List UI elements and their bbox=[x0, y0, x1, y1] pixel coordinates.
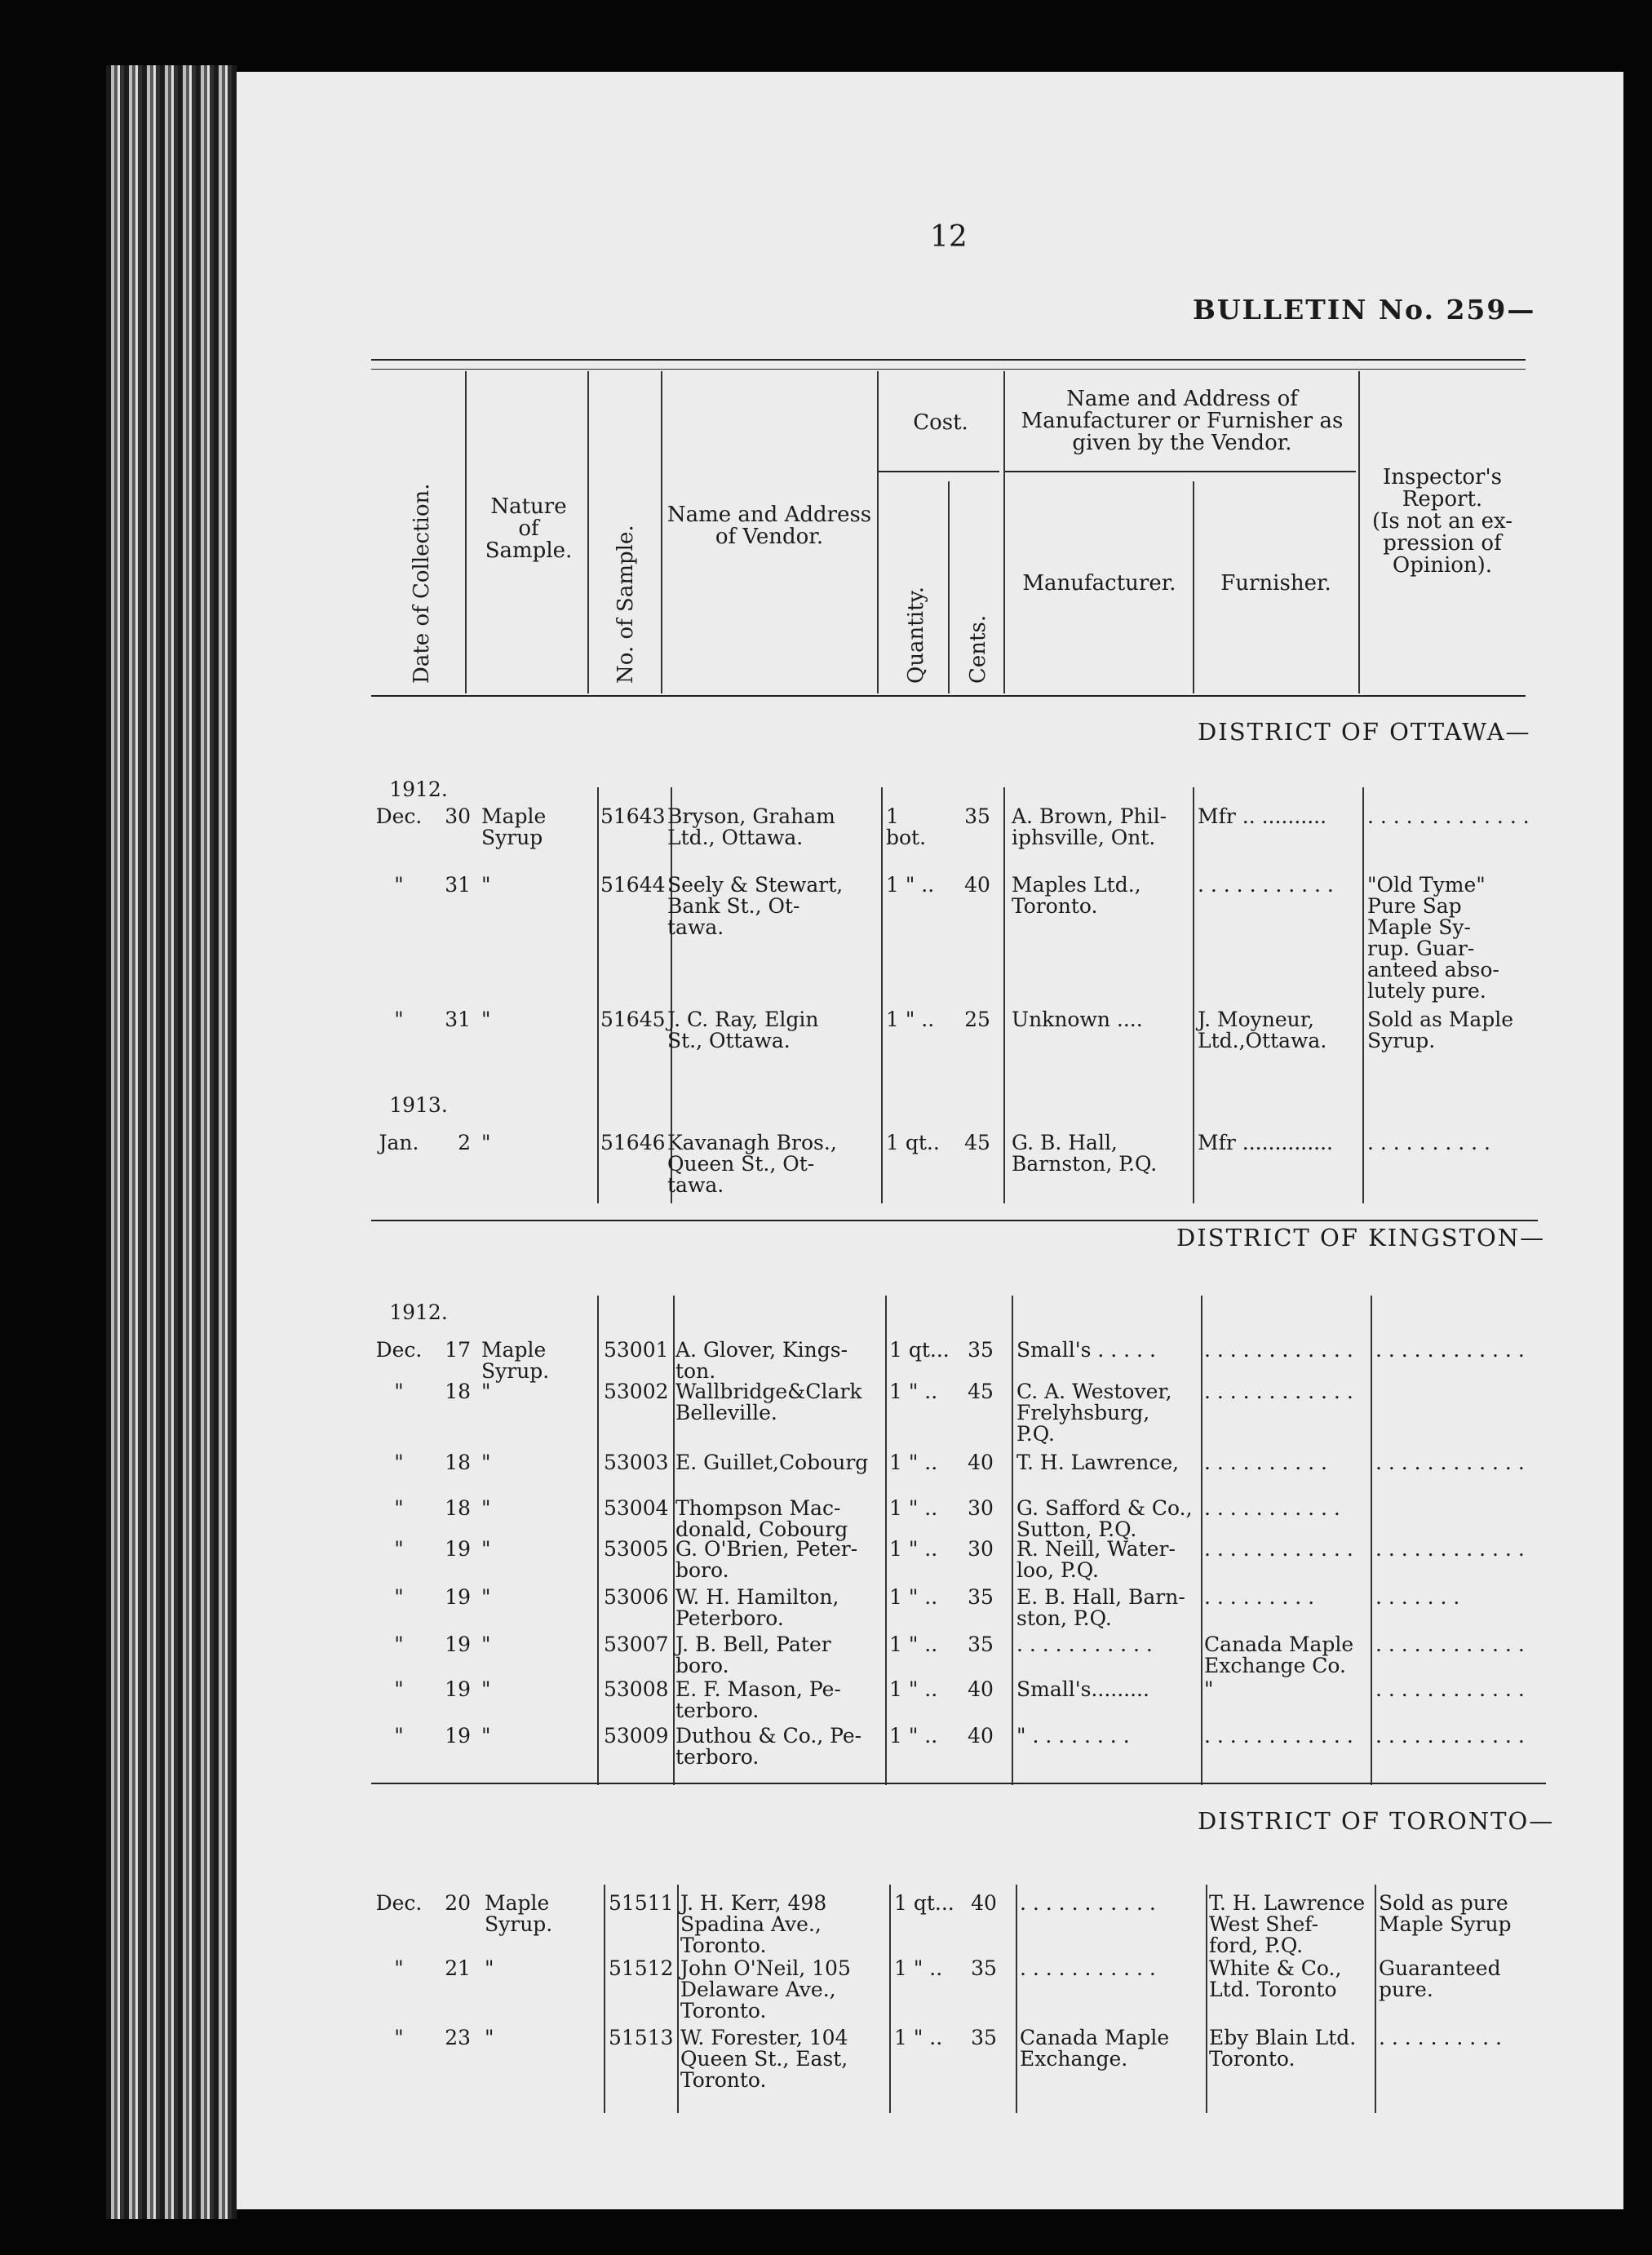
row-furnisher: Eby Blain Ltd. Toronto. bbox=[1209, 2026, 1357, 2071]
row-day: 21 bbox=[445, 1956, 471, 1980]
col-rule bbox=[1193, 481, 1194, 693]
row-furnisher: Mfr .............. bbox=[1198, 1131, 1334, 1154]
row-day: 18 bbox=[445, 1496, 471, 1520]
col-rule bbox=[1206, 1885, 1207, 2113]
row-day: 23 bbox=[445, 2026, 471, 2049]
row-quantity: 1 qt... bbox=[894, 1891, 954, 1915]
row-sample-no: 53008 bbox=[604, 1677, 669, 1701]
district-heading: DISTRICT OF OTTAWA— bbox=[1198, 718, 1531, 746]
row-sample-no: 51645 bbox=[600, 1008, 666, 1031]
row-furnisher: J. Moyneur, Ltd.,Ottawa. bbox=[1198, 1008, 1327, 1052]
row-cents: 45 bbox=[964, 1131, 990, 1154]
row-month: Jan. bbox=[379, 1131, 419, 1154]
header-quantity: Quantity. bbox=[904, 586, 928, 684]
row-nature: " bbox=[481, 1496, 491, 1520]
row-sample-no: 51643 bbox=[600, 804, 666, 828]
row-vendor: Kavanagh Bros., Queen St., Ot- tawa. bbox=[667, 1131, 837, 1197]
row-cents: 35 bbox=[968, 1633, 994, 1656]
col-rule bbox=[1012, 1296, 1013, 1785]
row-year: 1912. bbox=[389, 1300, 448, 1324]
row-vendor: E. F. Mason, Pe- terboro. bbox=[675, 1677, 841, 1722]
row-month: " bbox=[394, 1008, 404, 1031]
row-cents: 35 bbox=[968, 1338, 994, 1362]
col-rule bbox=[1003, 787, 1005, 1203]
row-nature: Maple Syrup. bbox=[485, 1891, 553, 1936]
row-nature: " bbox=[481, 1131, 491, 1154]
row-nature: " bbox=[485, 1956, 494, 1980]
row-nature: Maple Syrup bbox=[481, 804, 547, 849]
col-rule bbox=[1003, 371, 1005, 693]
header-top-rule bbox=[371, 359, 1526, 361]
col-rule bbox=[1371, 1296, 1372, 1785]
row-day: 19 bbox=[445, 1677, 471, 1701]
row-cents: 45 bbox=[968, 1380, 994, 1403]
row-month: " bbox=[394, 1956, 404, 1980]
row-manufacturer: E. B. Hall, Barn- ston, P.Q. bbox=[1016, 1585, 1185, 1630]
row-nature: " bbox=[485, 2026, 494, 2049]
row-nature: " bbox=[481, 1633, 491, 1656]
row-furnisher: . . . . . . . . . . . . bbox=[1204, 1380, 1353, 1403]
row-sample-no: 51512 bbox=[609, 1956, 674, 1980]
col-rule bbox=[677, 1885, 679, 2113]
row-month: " bbox=[394, 1451, 404, 1474]
col-rule bbox=[465, 371, 467, 693]
row-report: . . . . . . . . . . . . bbox=[1375, 1677, 1525, 1701]
row-furnisher: . . . . . . . . . . . . bbox=[1204, 1537, 1353, 1561]
row-quantity: 1 " .. bbox=[889, 1724, 938, 1748]
row-quantity: 1 " .. bbox=[889, 1380, 938, 1403]
row-nature: " bbox=[481, 1380, 491, 1403]
row-manufacturer: A. Brown, Phil- iphsville, Ont. bbox=[1012, 804, 1167, 849]
row-month: Dec. bbox=[375, 1338, 423, 1362]
row-cents: 40 bbox=[971, 1891, 997, 1915]
row-furnisher: . . . . . . . . . . . bbox=[1204, 1496, 1340, 1520]
row-vendor: J. B. Bell, Pater boro. bbox=[675, 1633, 831, 1677]
row-day: 19 bbox=[445, 1633, 471, 1656]
page-number: 12 bbox=[930, 220, 968, 254]
row-vendor: John O'Neil, 105 Delaware Ave., Toronto. bbox=[680, 1956, 851, 2022]
col-rule bbox=[597, 787, 599, 1203]
col-rule bbox=[1193, 787, 1194, 1203]
row-sample-no: 51644 bbox=[600, 873, 666, 897]
row-cents: 35 bbox=[971, 1956, 997, 1980]
row-month: " bbox=[394, 1496, 404, 1520]
row-day: 20 bbox=[445, 1891, 471, 1915]
district-heading: DISTRICT OF KINGSTON— bbox=[1176, 1224, 1546, 1252]
row-furnisher: . . . . . . . . . . bbox=[1204, 1451, 1327, 1474]
row-vendor: E. Guillet,Cobourg bbox=[675, 1451, 869, 1474]
row-day: 19 bbox=[445, 1724, 471, 1748]
row-nature: " bbox=[481, 1724, 491, 1748]
row-quantity: 1 " .. bbox=[894, 1956, 943, 1980]
row-vendor: W. Forester, 104 Queen St., East, Toronto. bbox=[680, 2026, 848, 2092]
header-manufacturer: Manufacturer. bbox=[1022, 571, 1176, 596]
row-report: . . . . . . . . . . . . . bbox=[1367, 804, 1530, 828]
row-vendor: J. C. Ray, Elgin St., Ottawa. bbox=[667, 1008, 819, 1052]
header-date: Date of Collection. bbox=[410, 483, 434, 684]
row-day: 18 bbox=[445, 1380, 471, 1403]
row-day: 18 bbox=[445, 1451, 471, 1474]
header-nature: Nature of Sample. bbox=[485, 494, 573, 563]
row-sample-no: 53009 bbox=[604, 1724, 669, 1748]
row-sample-no: 51511 bbox=[609, 1891, 674, 1915]
row-cents: 30 bbox=[968, 1537, 994, 1561]
row-quantity: 1 qt.. bbox=[886, 1131, 940, 1154]
row-month: " bbox=[394, 1537, 404, 1561]
row-vendor: Duthou & Co., Pe- terboro. bbox=[675, 1724, 862, 1769]
row-manufacturer: " . . . . . . . . bbox=[1016, 1724, 1130, 1748]
district-heading: DISTRICT OF TORONTO— bbox=[1198, 1807, 1555, 1835]
row-cents: 35 bbox=[971, 2026, 997, 2049]
row-manufacturer: . . . . . . . . . . . bbox=[1020, 1891, 1156, 1915]
row-furnisher: . . . . . . . . . . . . bbox=[1204, 1724, 1353, 1748]
row-manufacturer: Unknown .... bbox=[1012, 1008, 1143, 1031]
row-report: . . . . . . . . . . . . bbox=[1375, 1537, 1525, 1561]
row-cents: 25 bbox=[964, 1008, 990, 1031]
row-furnisher: " bbox=[1204, 1677, 1214, 1701]
row-nature: " bbox=[481, 1677, 491, 1701]
row-report: . . . . . . . . . . . . bbox=[1375, 1724, 1525, 1748]
row-sample-no: 53005 bbox=[604, 1537, 669, 1561]
col-rule bbox=[597, 1296, 599, 1785]
row-quantity: 1 " .. bbox=[886, 873, 935, 897]
row-quantity: 1 " .. bbox=[889, 1585, 938, 1609]
cost-subrule bbox=[877, 471, 999, 472]
row-vendor: G. O'Brien, Peter- boro. bbox=[675, 1537, 858, 1582]
row-manufacturer: Small's . . . . . bbox=[1016, 1338, 1156, 1362]
row-report: . . . . . . . . . . . . bbox=[1375, 1338, 1525, 1362]
row-manufacturer: . . . . . . . . . . . bbox=[1016, 1633, 1153, 1656]
row-report: . . . . . . . . . . . . bbox=[1375, 1633, 1525, 1656]
header-vendor: Name and Address of Vendor. bbox=[667, 503, 872, 549]
row-report: Guaranteed pure. bbox=[1379, 1956, 1501, 2001]
row-sample-no: 53004 bbox=[604, 1496, 669, 1520]
header-cents: Cents. bbox=[966, 614, 990, 684]
col-rule bbox=[1358, 371, 1360, 693]
row-month: " bbox=[394, 1633, 404, 1656]
header-furnisher: Furnisher. bbox=[1220, 571, 1331, 596]
row-nature: " bbox=[481, 1008, 491, 1031]
row-vendor: W. H. Hamilton, Peterboro. bbox=[675, 1585, 839, 1630]
row-year: 1913. bbox=[389, 1093, 448, 1117]
row-manufacturer: G. B. Hall, Barnston, P.Q. bbox=[1012, 1131, 1158, 1176]
row-vendor: Bryson, Graham Ltd., Ottawa. bbox=[667, 804, 835, 849]
col-rule bbox=[948, 481, 950, 693]
row-report: . . . . . . . . . . . . bbox=[1375, 1451, 1525, 1474]
row-quantity: 1 qt... bbox=[889, 1338, 950, 1362]
row-cents: 40 bbox=[968, 1724, 994, 1748]
row-nature: " bbox=[481, 1451, 491, 1474]
row-day: 31 bbox=[445, 1008, 471, 1031]
row-manufacturer: C. A. Westover, Frelyhsburg, P.Q. bbox=[1016, 1380, 1172, 1446]
row-month: " bbox=[394, 2026, 404, 2049]
col-rule bbox=[1016, 1885, 1017, 2113]
row-day: 30 bbox=[445, 804, 471, 828]
header-top-rule-2 bbox=[371, 369, 1526, 370]
row-vendor: A. Glover, Kings- ton. bbox=[675, 1338, 848, 1383]
row-vendor: Seely & Stewart, Bank St., Ot- tawa. bbox=[667, 873, 844, 939]
row-report: "Old Tyme" Pure Sap Maple Sy- rup. Guar- anteed abso- lutely pure. bbox=[1367, 873, 1499, 1003]
row-report: . . . . . . . bbox=[1375, 1585, 1460, 1609]
row-quantity: 1 " .. bbox=[889, 1677, 938, 1701]
row-year: 1912. bbox=[389, 778, 448, 801]
row-quantity: 1 bot. bbox=[886, 804, 927, 849]
row-nature: " bbox=[481, 1537, 491, 1561]
row-manufacturer: . . . . . . . . . . . bbox=[1020, 1956, 1156, 1980]
header-cost: Cost. bbox=[913, 410, 968, 435]
row-quantity: 1 " .. bbox=[886, 1008, 935, 1031]
row-month: " bbox=[394, 1585, 404, 1609]
row-report: . . . . . . . . . . bbox=[1367, 1131, 1490, 1154]
row-nature: " bbox=[481, 1585, 491, 1609]
page-edge-stripes bbox=[106, 65, 237, 2219]
header-bottom-rule bbox=[371, 695, 1526, 697]
row-cents: 40 bbox=[964, 873, 990, 897]
col-rule bbox=[1362, 787, 1364, 1203]
row-cents: 35 bbox=[964, 804, 990, 828]
section-rule bbox=[371, 1220, 1538, 1221]
row-cents: 40 bbox=[968, 1677, 994, 1701]
row-report: Sold as Maple Syrup. bbox=[1367, 1008, 1514, 1052]
row-furnisher: White & Co., Ltd. Toronto bbox=[1209, 1956, 1342, 2001]
row-furnisher: . . . . . . . . . bbox=[1204, 1585, 1315, 1609]
row-sample-no: 53006 bbox=[604, 1585, 669, 1609]
row-report: . . . . . . . . . . bbox=[1379, 2026, 1502, 2049]
row-month: " bbox=[394, 1380, 404, 1403]
row-day: 19 bbox=[445, 1537, 471, 1561]
section-rule bbox=[371, 1783, 1546, 1784]
row-month: " bbox=[394, 873, 404, 897]
col-rule bbox=[881, 787, 883, 1203]
row-manufacturer: T. H. Lawrence, bbox=[1016, 1451, 1180, 1474]
row-furnisher: T. H. Lawrence West Shef- ford, P.Q. bbox=[1209, 1891, 1366, 1957]
row-day: 19 bbox=[445, 1585, 471, 1609]
row-sample-no: 53007 bbox=[604, 1633, 669, 1656]
row-quantity: 1 " .. bbox=[889, 1537, 938, 1561]
col-rule bbox=[587, 371, 589, 693]
row-day: 17 bbox=[445, 1338, 471, 1362]
row-manufacturer: G. Safford & Co., Sutton, P.Q. bbox=[1016, 1496, 1193, 1541]
row-cents: 35 bbox=[968, 1585, 994, 1609]
header-no: No. of Sample. bbox=[613, 525, 638, 684]
row-quantity: 1 " .. bbox=[889, 1633, 938, 1656]
row-vendor: Thompson Mac- donald, Cobourg bbox=[675, 1496, 848, 1541]
row-manufacturer: Canada Maple Exchange. bbox=[1020, 2026, 1170, 2071]
row-furnisher: Canada Maple Exchange Co. bbox=[1204, 1633, 1354, 1677]
row-sample-no: 53003 bbox=[604, 1451, 669, 1474]
col-rule bbox=[604, 1885, 605, 2113]
row-cents: 40 bbox=[968, 1451, 994, 1474]
row-vendor: J. H. Kerr, 498 Spadina Ave., Toronto. bbox=[680, 1891, 827, 1957]
mfr-subrule bbox=[1005, 471, 1356, 472]
row-manufacturer: R. Neill, Water- loo, P.Q. bbox=[1016, 1537, 1176, 1582]
header-mfr-group: Name and Address of Manufacturer or Furnisher as given by the Vendor. bbox=[1021, 387, 1344, 455]
row-quantity: 1 " .. bbox=[889, 1451, 938, 1474]
row-report: Sold as pure Maple Syrup bbox=[1379, 1891, 1512, 1936]
row-manufacturer: Small's......... bbox=[1016, 1677, 1149, 1701]
row-furnisher: Mfr .. .......... bbox=[1198, 804, 1327, 828]
header-report: Inspector's Report. (Is not an ex- pression of Opinion). bbox=[1371, 465, 1513, 578]
row-month: " bbox=[394, 1677, 404, 1701]
row-quantity: 1 " .. bbox=[894, 2026, 943, 2049]
row-furnisher: . . . . . . . . . . . bbox=[1198, 873, 1334, 897]
row-month: Dec. bbox=[375, 804, 423, 828]
row-furnisher: . . . . . . . . . . . . bbox=[1204, 1338, 1353, 1362]
row-sample-no: 53002 bbox=[604, 1380, 669, 1403]
row-sample-no: 51646 bbox=[600, 1131, 666, 1154]
row-cents: 30 bbox=[968, 1496, 994, 1520]
row-nature: Maple Syrup. bbox=[481, 1338, 550, 1383]
col-rule bbox=[1201, 1296, 1202, 1785]
row-vendor: Wallbridge&Clark Belleville. bbox=[675, 1380, 862, 1424]
row-day: 2 bbox=[458, 1131, 471, 1154]
bulletin-title: BULLETIN No. 259— bbox=[1193, 294, 1536, 326]
col-rule bbox=[877, 371, 879, 693]
row-day: 31 bbox=[445, 873, 471, 897]
row-manufacturer: Maples Ltd., Toronto. bbox=[1012, 873, 1141, 918]
row-sample-no: 53001 bbox=[604, 1338, 669, 1362]
row-quantity: 1 " .. bbox=[889, 1496, 938, 1520]
row-sample-no: 51513 bbox=[609, 2026, 674, 2049]
row-nature: " bbox=[481, 873, 491, 897]
row-month: Dec. bbox=[375, 1891, 423, 1915]
row-month: " bbox=[394, 1724, 404, 1748]
